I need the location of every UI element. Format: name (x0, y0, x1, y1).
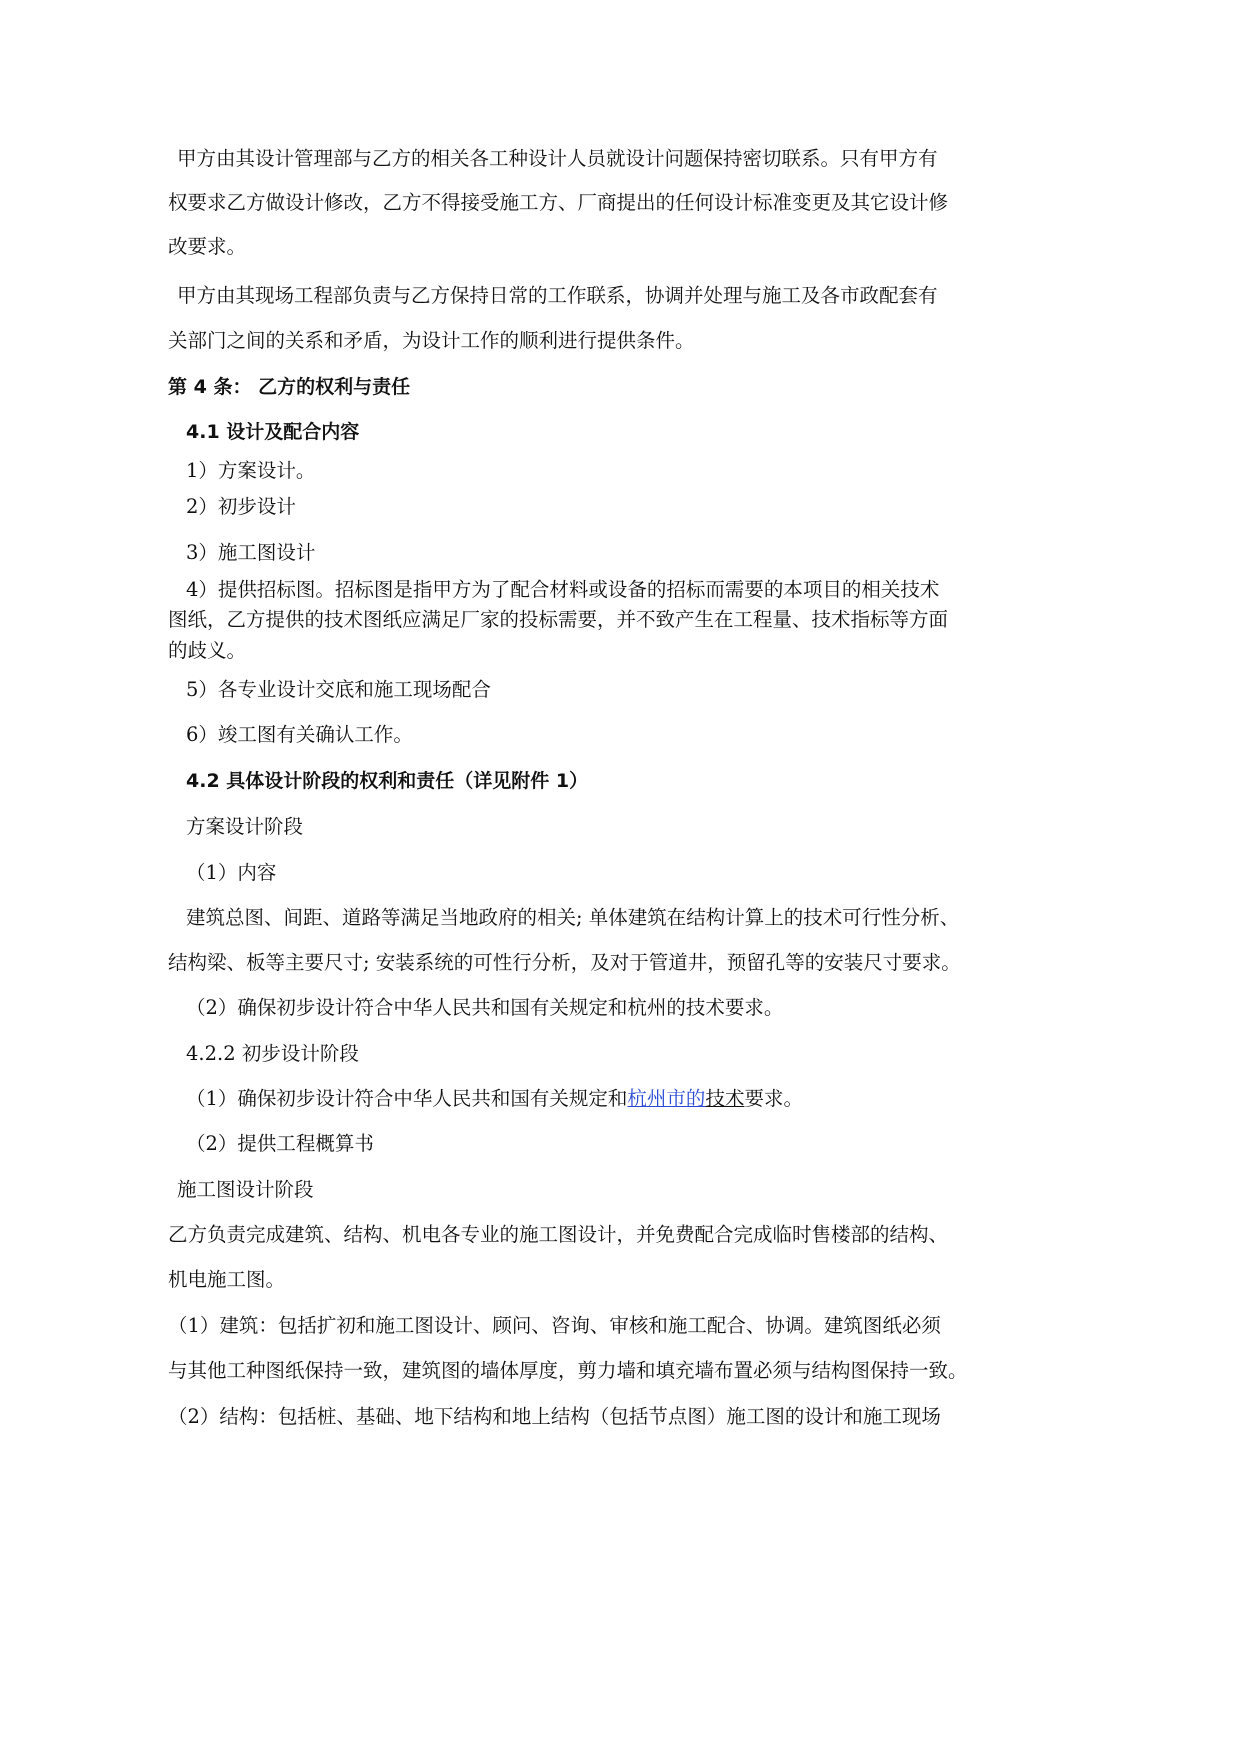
paragraph-2-line-1: 甲方由其现场工程部负责与乙方保持日常的工作联系，协调并处理与施工及各市政配套有 (177, 284, 938, 307)
preliminary-item-1 (186, 1086, 803, 1112)
list-item-3: 3）施工图设计 (186, 541, 316, 564)
paragraph-1-line-1: 甲方由其设计管理部与乙方的相关各工种设计人员就设计问题保持密切联系。只有甲方有 (177, 147, 938, 170)
hangzhou-link[interactable]: 杭州市的 (627, 1087, 706, 1110)
paragraph-1-line-3: 改要求。 (168, 235, 247, 258)
preliminary-item-1-end: 要求。 (744, 1087, 803, 1110)
list-item-1: 1）方案设计。 (186, 459, 316, 482)
section-4-1-heading: 4.1 设计及配合内容 (186, 421, 360, 443)
list-item-4-line-2: 图纸，乙方提供的技术图纸应满足厂家的投标需要，并不致产生在工程量、技术指标等方面 (168, 608, 949, 631)
construction-drawing-stage-heading: 施工图设计阶段 (177, 1178, 314, 1201)
scheme-item-1: （1）内容 (186, 861, 277, 884)
preliminary-item-1-text: （1）确保初步设计符合中华人民共和国有关规定和 (186, 1087, 628, 1110)
preliminary-item-2: （2）提供工程概算书 (186, 1132, 374, 1155)
section-4-2-heading: 4.2 具体设计阶段的权利和责任（详见附件 1） (186, 770, 589, 792)
article-4-heading: 第 4 条： 乙方的权利与责任 (168, 376, 411, 398)
scheme-text-line-1: 建筑总图、间距、道路等满足当地政府的相关; 单体建筑在结构计算上的技术可行性分析、 (186, 906, 960, 929)
scheme-text-line-2: 结构梁、板等主要尺寸; 安装系统的可性行分析，及对于管道井，预留孔等的安装尺寸要求。 (168, 951, 961, 974)
construction-item-2-line-1: （2）结构：包括桩、基础、地下结构和地上结构（包括节点图）施工图的设计和施工现场 (168, 1405, 941, 1428)
list-item-4-line-1: 4）提供招标图。招标图是指甲方为了配合材料或设备的招标而需要的本项目的相关技术 (186, 578, 940, 601)
construction-text-line-1: 乙方负责完成建筑、结构、机电各专业的施工图设计，并免费配合完成临时售楼部的结构、 (168, 1223, 949, 1246)
scheme-stage-heading: 方案设计阶段 (186, 815, 304, 838)
section-4-2-2-heading: 4.2.2 初步设计阶段 (186, 1042, 359, 1065)
list-item-6: 6）竣工图有关确认工作。 (186, 723, 413, 746)
technical-link[interactable]: 技术 (705, 1087, 745, 1110)
construction-item-1-line-2: 与其他工种图纸保持一致，建筑图的墙体厚度，剪力墙和填充墙布置必须与结构图保持一致。 (168, 1359, 968, 1382)
list-item-2: 2）初步设计 (186, 495, 296, 518)
list-item-4-line-3: 的歧义。 (168, 639, 247, 662)
list-item-5: 5）各专业设计交底和施工现场配合 (186, 678, 491, 701)
paragraph-1-line-2: 权要求乙方做设计修改，乙方不得接受施工方、厂商提出的任何设计标准变更及其它设计修 (168, 191, 949, 214)
scheme-item-2: （2）确保初步设计符合中华人民共和国有关规定和杭州的技术要求。 (186, 996, 784, 1019)
construction-text-line-2: 机电施工图。 (168, 1268, 286, 1291)
construction-item-1-line-1: （1）建筑：包括扩初和施工图设计、顾问、咨询、审核和施工配合、协调。建筑图纸必须 (168, 1314, 941, 1337)
paragraph-2-line-2: 关部门之间的关系和矛盾，为设计工作的顺利进行提供条件。 (168, 329, 695, 352)
